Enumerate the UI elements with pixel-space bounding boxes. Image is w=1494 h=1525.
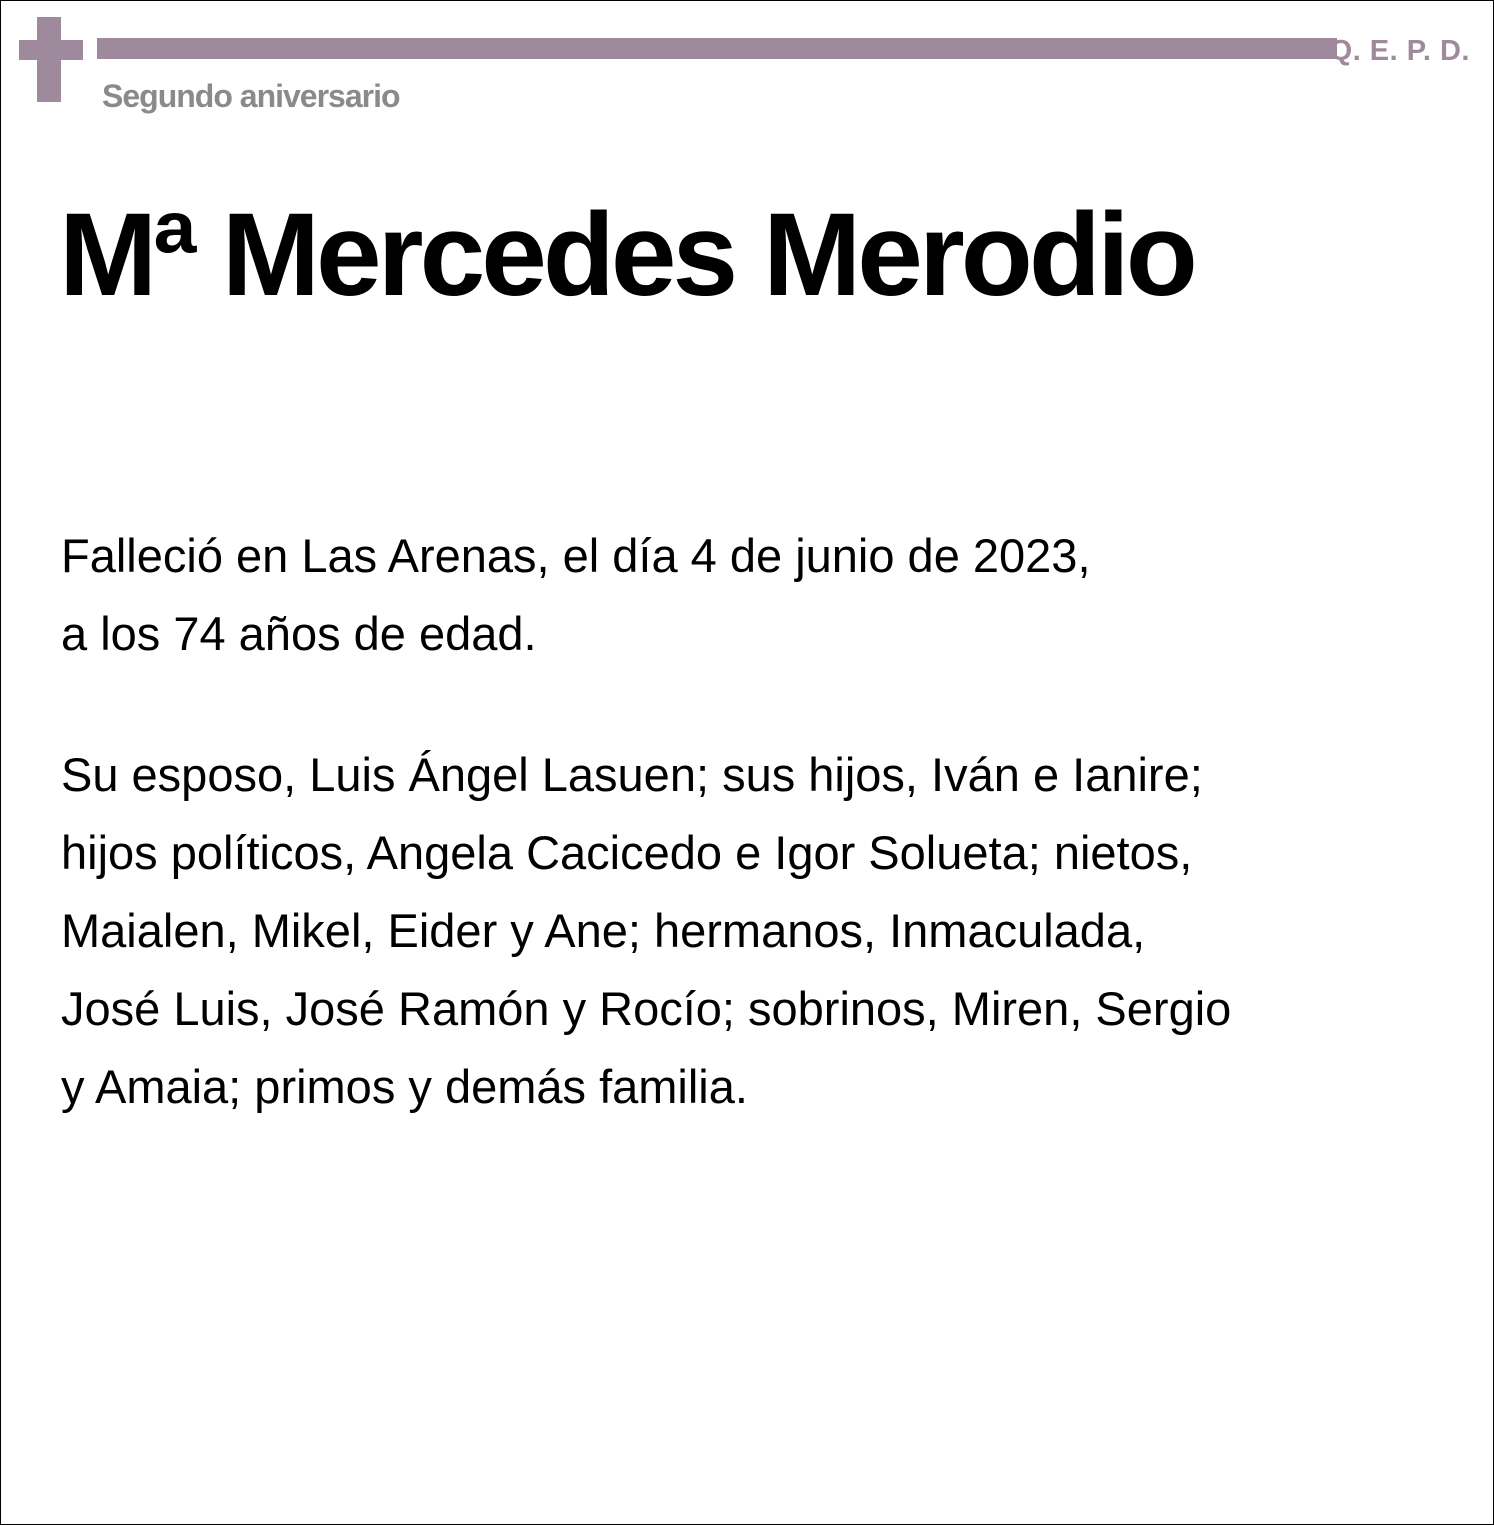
family-paragraph: [61, 736, 1231, 1126]
family-line: hijos políticos, Angela Cacicedo e Igor Solueta; nietos,: [61, 826, 1193, 879]
family-line: y Amaia; primos y demás familia.: [61, 1060, 748, 1113]
qepd-label: Q. E. P. D.: [1329, 35, 1470, 67]
header-rule: [97, 38, 1337, 59]
cross-horizontal-bar: [19, 40, 83, 60]
death-notice-line: a los 74 años de edad.: [61, 607, 537, 660]
family-line: Su esposo, Luis Ángel Lasuen; sus hijos, Iván e Ianire;: [61, 748, 1203, 801]
deceased-name: Mª Mercedes Merodio: [59, 189, 1194, 321]
family-line: Maialen, Mikel, Eider y Ane; hermanos, Inmaculada,: [61, 904, 1146, 957]
anniversary-subtitle: Segundo aniversario: [102, 78, 400, 114]
death-notice-line: Falleció en Las Arenas, el día 4 de junio de 2023,: [61, 529, 1091, 582]
cross-icon: [19, 17, 83, 102]
death-notice-paragraph: [61, 517, 1091, 673]
family-line: José Luis, José Ramón y Rocío; sobrinos, Miren, Sergio: [61, 982, 1232, 1035]
